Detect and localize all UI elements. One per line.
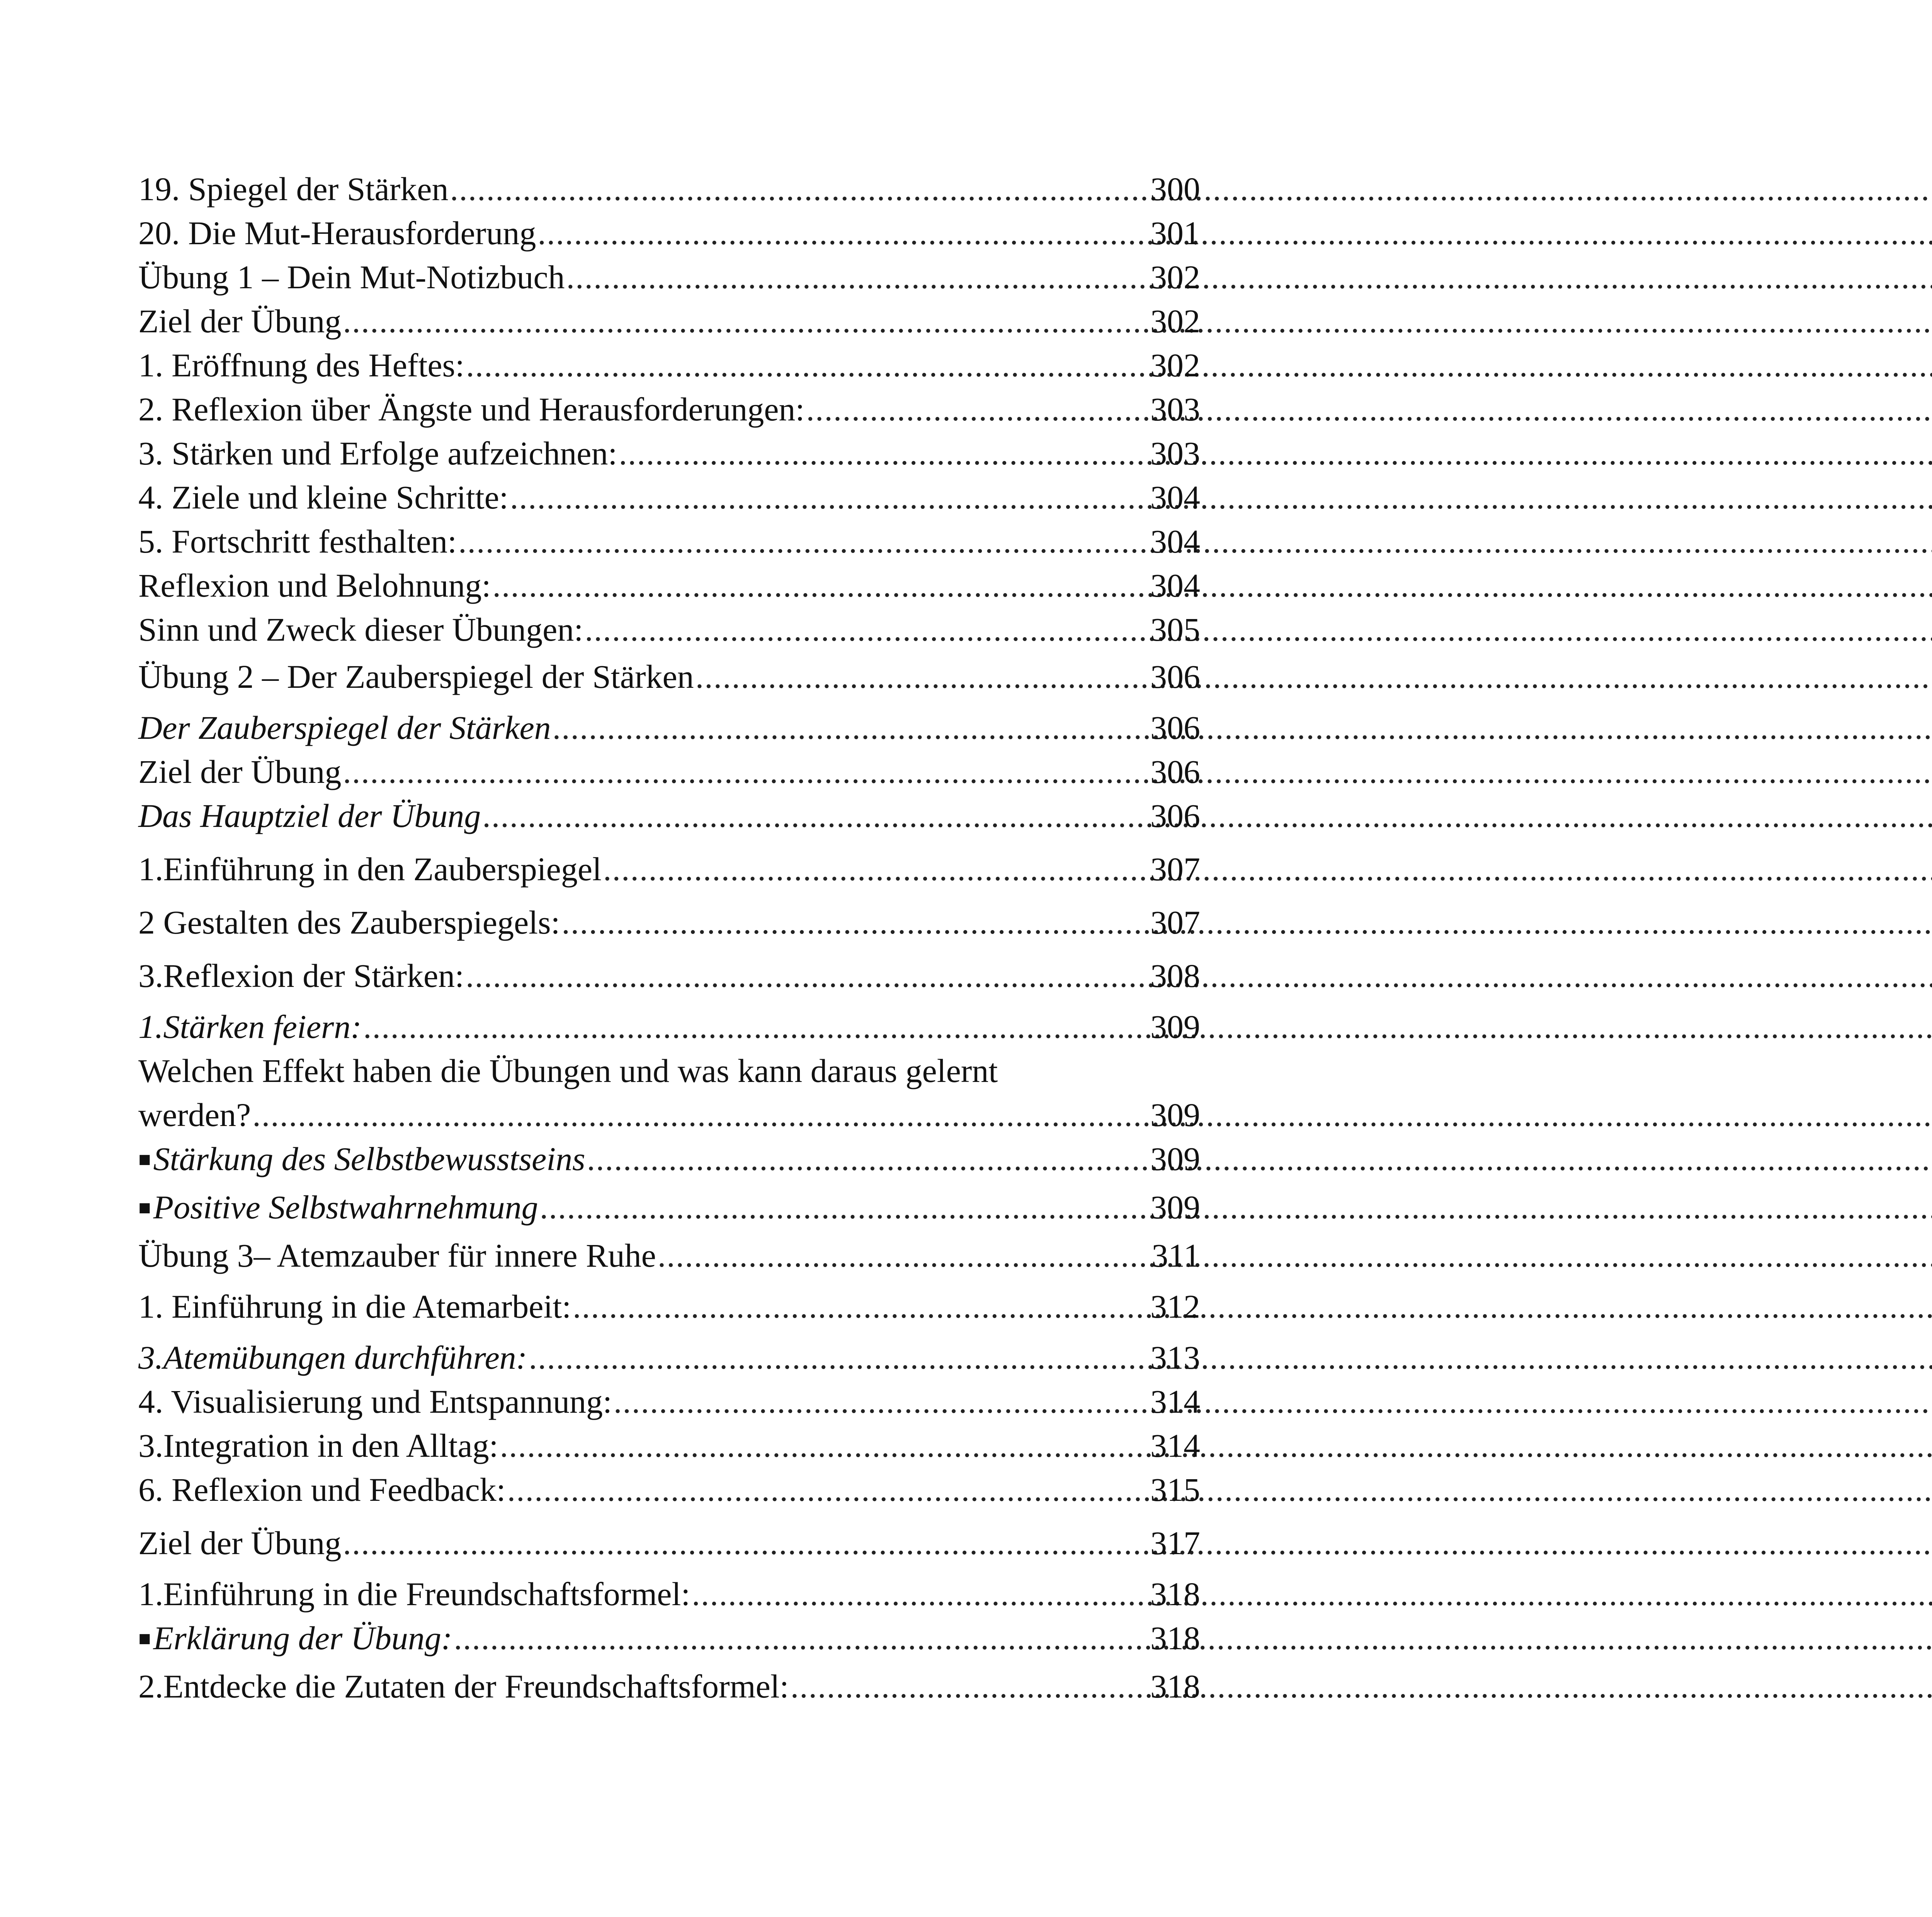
toc-entry-page: 311	[1151, 1237, 1200, 1274]
toc-entry-page: 302	[1150, 259, 1200, 296]
toc-entry-title: Übung 3– Atemzauber für innere Ruhe	[138, 1237, 656, 1274]
toc-entry-page: 318	[1150, 1575, 1200, 1613]
toc-entry-first-line[interactable]	[138, 1049, 1200, 1093]
square-bullet-icon: ■	[138, 1148, 151, 1171]
toc-entry-title: Übung 2 – Der Zauberspiegel der Stärken	[138, 658, 694, 695]
toc-entry-page: 304	[1150, 523, 1200, 560]
toc-entry-title: 1.Einführung in den Zauberspiegel	[138, 850, 602, 888]
toc-entry-page: 307	[1150, 850, 1200, 888]
toc-entry-page: 318	[1150, 1619, 1200, 1657]
toc-entry-title-continued: werden?	[138, 1096, 251, 1133]
dot-leader	[658, 1233, 1150, 1277]
toc-entry-page: 306	[1150, 797, 1200, 834]
toc-entry-page: 303	[1150, 435, 1200, 472]
toc-entry-title: 1.Stärken feiern:	[138, 1008, 362, 1045]
square-bullet-icon: ■	[138, 1627, 151, 1650]
toc-entry[interactable]	[138, 954, 1200, 998]
toc-entry-title: 3. Stärken und Erfolge aufzeichnen:	[138, 435, 617, 472]
dot-leader	[466, 954, 1149, 998]
toc-entry[interactable]	[138, 563, 1200, 607]
toc-entry[interactable]	[138, 387, 1200, 431]
toc-entry-title	[138, 1616, 452, 1664]
toc-entry-page: 309	[1150, 1189, 1200, 1226]
toc-entry-title: Der Zauberspiegel der Stärken	[138, 709, 551, 746]
toc-entry-title: 1. Eröffnung des Heftes:	[138, 347, 464, 384]
dot-leader	[252, 1093, 1149, 1137]
toc-entry[interactable]	[138, 519, 1200, 563]
toc-entry[interactable]	[138, 1233, 1200, 1277]
dot-leader	[692, 1572, 1149, 1616]
toc-entry-title: 3.Integration in den Alltag:	[138, 1427, 498, 1464]
dot-leader	[510, 475, 1149, 519]
toc-entry-title-text: Positive Selbstwahrnehmung	[153, 1189, 538, 1226]
toc-entry-title: 4. Ziele und kleine Schritte:	[138, 479, 509, 516]
dot-leader	[537, 211, 1149, 255]
dot-leader	[507, 1468, 1149, 1512]
toc-entry[interactable]	[138, 255, 1200, 299]
toc-entry[interactable]	[138, 847, 1200, 891]
dot-leader	[614, 1379, 1149, 1424]
toc-entry-page: 314	[1150, 1383, 1200, 1420]
toc-entry-title: Ziel der Übung	[138, 753, 342, 790]
toc-entry[interactable]	[138, 1284, 1200, 1328]
dot-leader	[561, 900, 1149, 944]
dot-leader	[696, 655, 1149, 699]
toc-entry[interactable]	[138, 1424, 1200, 1468]
toc-entry-title: Ziel der Übung	[138, 1524, 342, 1561]
toc-entry-page: 308	[1150, 957, 1200, 994]
dot-leader	[343, 1521, 1149, 1565]
toc-entry[interactable]	[138, 1093, 1200, 1137]
toc-entry-title: 4. Visualisierung und Entspannung:	[138, 1383, 612, 1420]
toc-entry-page: 302	[1150, 347, 1200, 384]
toc-entry-page: 306	[1150, 709, 1200, 746]
toc-entry[interactable]	[138, 750, 1200, 794]
toc-entry-page: 300	[1150, 170, 1200, 208]
toc-entry-title: Welchen Effekt haben die Übungen und was kann daraus gelernt	[138, 1052, 998, 1089]
dot-leader	[566, 255, 1149, 299]
toc-entry-title: Übung 1 – Dein Mut-Notizbuch	[138, 259, 565, 296]
toc-entry-title: Das Hauptziel der Übung	[138, 797, 481, 834]
dot-leader	[363, 1005, 1149, 1049]
toc-entry-page: 312	[1150, 1288, 1200, 1325]
toc-entry[interactable]	[138, 1468, 1200, 1512]
toc-entry-page: 306	[1150, 658, 1200, 695]
toc-entry[interactable]	[138, 1379, 1200, 1424]
toc-entry[interactable]	[138, 1005, 1200, 1049]
toc-entry-page: 302	[1150, 303, 1200, 340]
dot-leader	[458, 519, 1149, 563]
toc-entry-title: 5. Fortschritt festhalten:	[138, 523, 457, 560]
toc-entry[interactable]	[138, 1185, 1200, 1233]
dot-leader	[454, 1616, 1149, 1660]
dot-leader	[553, 706, 1149, 750]
toc-entry-title: 19. Spiegel der Stärken	[138, 170, 449, 208]
toc-entry-title	[138, 1185, 538, 1233]
toc-entry-page: 309	[1150, 1008, 1200, 1045]
toc-entry-page: 307	[1150, 904, 1200, 941]
toc-entry[interactable]	[138, 706, 1200, 750]
dot-leader	[791, 1664, 1149, 1708]
toc-entry[interactable]	[138, 1616, 1200, 1664]
toc-entry-page: 301	[1150, 214, 1200, 252]
toc-entry-title-text: Stärkung des Selbstbewusstseins	[153, 1140, 585, 1177]
toc-entry[interactable]	[138, 211, 1200, 255]
toc-entry-title: 3.Atemübungen durchführen:	[138, 1339, 527, 1376]
dot-leader	[466, 343, 1149, 387]
toc-entry-page: 309	[1150, 1140, 1200, 1177]
dot-leader	[492, 563, 1149, 607]
dot-leader	[603, 847, 1149, 891]
toc-entry-title: Reflexion und Belohnung:	[138, 567, 491, 604]
toc-entry-title-text: Erklärung der Übung:	[153, 1619, 452, 1657]
dot-leader	[482, 794, 1149, 838]
toc-entry[interactable]	[138, 167, 1200, 211]
toc-entry-page: 314	[1150, 1427, 1200, 1464]
toc-entry-page: 318	[1150, 1668, 1200, 1705]
toc-entry[interactable]	[138, 1137, 1200, 1185]
toc-entry[interactable]	[138, 475, 1200, 519]
toc-entry-title: 1.Einführung in die Freundschaftsformel:	[138, 1575, 690, 1613]
toc-entry-page: 309	[1150, 1096, 1200, 1133]
toc-entry-page: 303	[1150, 391, 1200, 428]
toc-entry-page: 313	[1150, 1339, 1200, 1376]
dot-leader	[450, 167, 1149, 211]
dot-leader	[500, 1424, 1149, 1468]
toc-entry-page: 317	[1150, 1524, 1200, 1561]
toc-entry-page: 306	[1150, 753, 1200, 790]
toc-entry-title: 20. Die Mut-Herausforderung	[138, 214, 536, 252]
dot-leader	[585, 607, 1149, 651]
toc-entry[interactable]	[138, 1572, 1200, 1616]
toc-entry[interactable]	[138, 794, 1200, 838]
toc-entry[interactable]	[138, 431, 1200, 475]
toc-entry-page: 315	[1150, 1471, 1200, 1508]
toc-entry-title: 2.Entdecke die Zutaten der Freundschaftsformel:	[138, 1668, 789, 1705]
dot-leader	[529, 1335, 1149, 1379]
dot-leader	[540, 1185, 1149, 1229]
dot-leader	[619, 431, 1149, 475]
table-of-contents	[138, 167, 1200, 1708]
toc-entry[interactable]	[138, 1335, 1200, 1379]
toc-entry[interactable]	[138, 1521, 1200, 1565]
toc-entry-title: 3.Reflexion der Stärken:	[138, 957, 464, 994]
toc-entry-title: Sinn und Zweck dieser Übungen:	[138, 611, 583, 648]
toc-entry-title: Ziel der Übung	[138, 303, 342, 340]
toc-entry[interactable]	[138, 607, 1200, 651]
dot-leader	[573, 1284, 1149, 1328]
dot-leader	[587, 1137, 1149, 1181]
toc-entry-page: 305	[1150, 611, 1200, 648]
dot-leader	[806, 387, 1149, 431]
toc-entry-title: 2 Gestalten des Zauberspiegels:	[138, 904, 560, 941]
square-bullet-icon: ■	[138, 1196, 151, 1219]
toc-entry[interactable]	[138, 655, 1200, 699]
toc-entry-page: 304	[1150, 567, 1200, 604]
toc-entry-title: 1. Einführung in die Atemarbeit:	[138, 1288, 571, 1325]
toc-entry-title: 2. Reflexion über Ängste und Herausforderungen:	[138, 391, 805, 428]
dot-leader	[343, 299, 1149, 343]
toc-entry-title: 6. Reflexion und Feedback:	[138, 1471, 506, 1508]
toc-entry[interactable]	[138, 1664, 1200, 1708]
toc-entry[interactable]	[138, 299, 1200, 343]
toc-entry-title	[138, 1137, 585, 1185]
toc-entry[interactable]	[138, 900, 1200, 944]
dot-leader	[343, 750, 1149, 794]
toc-entry-page: 304	[1150, 479, 1200, 516]
toc-entry[interactable]	[138, 343, 1200, 387]
